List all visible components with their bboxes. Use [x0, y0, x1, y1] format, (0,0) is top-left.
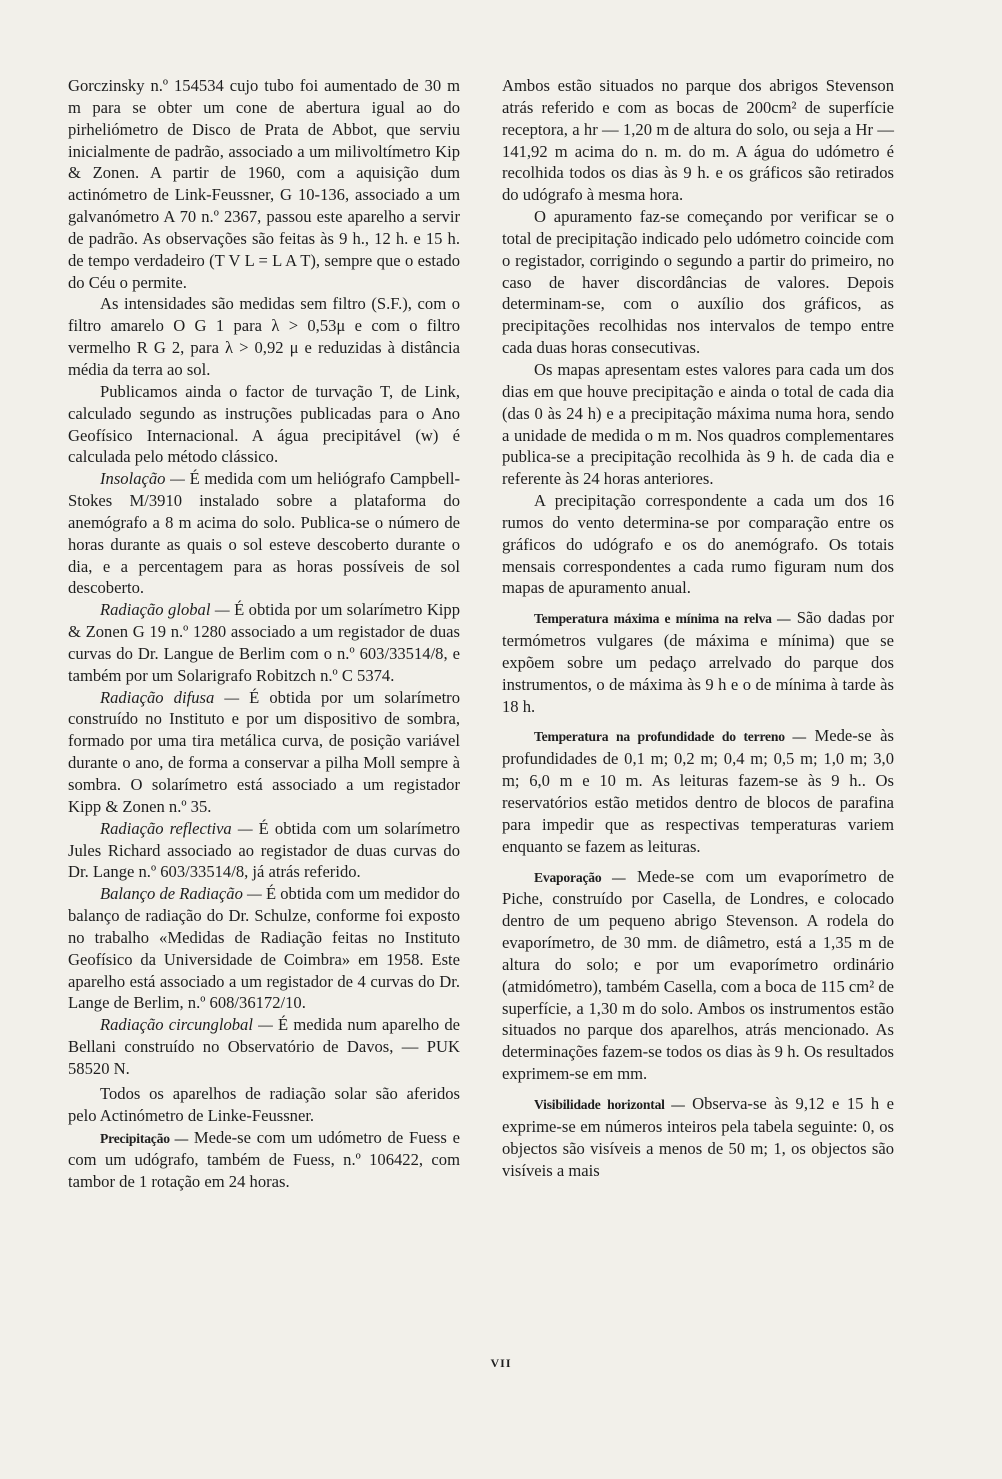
section-heading: Radiação reflectiva — — [100, 818, 253, 838]
section-heading: Balanço de Radiação — — [100, 884, 262, 904]
right-column — [502, 75, 894, 1181]
section-heading: Radiação circunglobal — — [100, 1015, 273, 1035]
section-temperatura-relva — [502, 607, 894, 717]
section-text: É obtida por um solarímetro construído no Instituto e por um dispositivo de sombra, formado por uma tira metálica curva, de posição variável durante o ano, de forma a conservar a pilha Moll sempre à sombra. O solarímetro está associado a um registador Kipp & Zonen n.º 35. — [68, 687, 460, 816]
section-heading: Insolação — — [100, 469, 185, 489]
section-text: Mede-se às profundidades de 0,1 m; 0,2 m; 0,4 m; 0,5 m; 1,0 m; 3,0 m; 6,0 m e 10 m. As leituras fazem-se às 9 h.. Os reservatórios estão metidos dentro de blocos de parafina para impedir que as respectivas temperaturas variem enquanto se fazem as leituras. — [502, 726, 894, 856]
section-evaporacao — [502, 866, 894, 1085]
section-radiacao-reflectiva — [68, 818, 460, 884]
paragraph: As intensidades são medidas sem filtro (S.F.), com o filtro amarelo O G 1 para λ > 0,53μ e com o filtro vermelho R G 2, para λ > 0,92 μ e reduzidas à distância média da terra ao sol. — [68, 294, 460, 379]
section-heading: Radiação difusa — — [100, 687, 240, 707]
section-text: Observa-se às 9,12 e 15 h e exprime-se em números inteiros pela tabela seguinte: 0, os objectos são visíveis a menos de 50 m; 1, os objectos são visíveis a mais — [502, 1093, 895, 1180]
section-radiacao-global — [68, 599, 460, 686]
paragraph: Todos os aparelhos de radiação solar são aferidos pelo Actinómetro de Linke-Feussner. — [68, 1083, 460, 1125]
section-radiacao-difusa — [68, 687, 460, 818]
section-heading: Temperatura máxima e mínima na relva — — [534, 611, 791, 627]
section-text: Mede-se com um udómetro de Fuess e com um udógrafo, também de Fuess, n.º 106422, com tambor de 1 rotação em 24 horas. — [68, 1127, 460, 1192]
section-radiacao-circunglobal — [68, 1014, 460, 1080]
section-heading: Visibilidade horizontal — — [534, 1096, 685, 1112]
section-text: São dadas por termómetros vulgares (de máxima e mínima) que se expõem sobre um pedaço arrelvado do parque dos instrumentos, o de máxima às 9 h e o de mínima à tarde às 18 h. — [502, 608, 894, 716]
left-column — [68, 75, 460, 1193]
section-text: É obtida com um solarímetro Jules Richard associado ao registador de duas curvas do Dr. Lange n.º 603/33514/8, já atrás referido. — [68, 818, 460, 882]
section-balanco-radiacao — [68, 883, 460, 1014]
section-heading: Radiação global — — [100, 600, 230, 620]
section-visibilidade — [502, 1093, 894, 1181]
section-precipitacao — [68, 1127, 460, 1194]
section-text: É medida com um heliógrafo Campbell-Stokes M/3910 instalado sobre a plataforma do anemógrafo a 8 m acima do solo. Publica-se o número de horas durante as quais o sol esteve descoberto durante o dia, e a percentagem para as horas possíveis de sol descoberto. — [68, 469, 460, 598]
section-text: É obtida com um medidor do balanço de radiação do Dr. Schulze, conforme foi exposto no trabalho «Medidas de Radiação feitas no Instituto Geofísico da Universidade de Coimbra» em 1958. Este aparelho está associado a um registador de 4 curvas do Dr. Lange de Berlim, n.º 608/36172/10. — [68, 884, 460, 1013]
paragraph: A precipitação correspondente a cada um dos 16 rumos do vento determina-se por comparação entre os gráficos do udógrafo e os do anemógrafo. Os totais mensais correspondentes a cada rumo figuram num dos mapas de apuramento anual. — [502, 491, 894, 598]
section-heading: Evaporação — — [534, 869, 626, 885]
section-text: É obtida por um solarímetro Kipp & Zonen G 19 n.º 1280 associado a um registador de duas curvas do Dr. Langue de Berlim com o n.º 603/33514/8, e também por um Solarigrafo Robitzch n.º C 5374. — [68, 600, 461, 685]
section-heading: Precipitação — — [100, 1130, 189, 1146]
paragraph: Gorczinsky n.º 154534 cujo tubo foi aumentado de 30 m m para se obter um cone de abertura igual ao do pirheliómetro de Disco de Prata de Abbot, que serviu inicialmente de padrão, associado a um milivoltímetro Kip & Zonen. A partir de 1960, com a aquisição dum actinómetro de Link-Feussner, G 10-136, associado a um galvanómetro A 70 n.º 2367, passou este aparelho a servir de padrão. As observações são feitas às 9 h., 12 h. e 15 h. de tempo verdadeiro (T V L = L A T), sempre que o estado do Céu o permite. — [68, 76, 460, 292]
paragraph: Publicamos ainda o factor de turvação T, de Link, calculado segundo as instruções publicadas para o Ano Geofísico Internacional. A água precipitável (w) é calculada pelo método clássico. — [68, 381, 460, 467]
section-heading: Temperatura na profundidade do terreno — — [534, 729, 806, 745]
section-text: Mede-se com um evaporímetro de Piche, construído por Casella, de Londres, e colocado dentro de um pequeno abrigo Stevenson. A rodela do evaporímetro, de 30 mm. de diâmetro, está a 1,35 m de altura do solo; e por um evaporímetro ordinário (atmidómetro), também Casella, com a boca de 115 cm² de superfície, a 1,30 m do solo. Ambos os instrumentos estão situados no parque dos aparelhos, atrás mencionado. As determinações fazem-se todos os dias às 9 h. Os resultados exprimem-se em mm. — [502, 866, 895, 1084]
paragraph: O apuramento faz-se começando por verificar se o total de precipitação indicado pelo udómetro coincide com o registador, corrigindo o segundo a partir do primeiro, no caso de haver discordâncias de valores. Depois determinam-se, com o auxílio dos gráficos, as precipitações recolhidas nos intervalos de tempo entre cada duas horas consecutivas. — [502, 207, 894, 358]
section-text: É medida num aparelho de Bellani construído no Observatório de Davos, — PUK 58520 N. — [68, 1015, 460, 1078]
paragraph: Os mapas apresentam estes valores para cada um dos dias em que houve precipitação e ainda o total de cada dia (das 0 às 24 h) e a precipitação máxima numa hora, sendo a unidade de medida o m m. Nos quadros complementares publica-se a precipitação recolhida às 9 h. de cada dia e referente às 24 horas anteriores. — [502, 359, 894, 489]
paragraph: Ambos estão situados no parque dos abrigos Stevenson atrás referido e com as bocas de 200cm² de superfície receptora, a hr — 1,20 m de altura do solo, ou seja a Hr — 141,92 m acima do n. m. do m. A água do udómetro é recolhida todos os dias às 9 h. e os gráficos são retirados do udógrafo à mesma hora. — [502, 76, 894, 205]
page-number: VII — [490, 1356, 512, 1370]
section-insolacao — [68, 468, 460, 599]
section-temperatura-terreno — [502, 725, 894, 857]
